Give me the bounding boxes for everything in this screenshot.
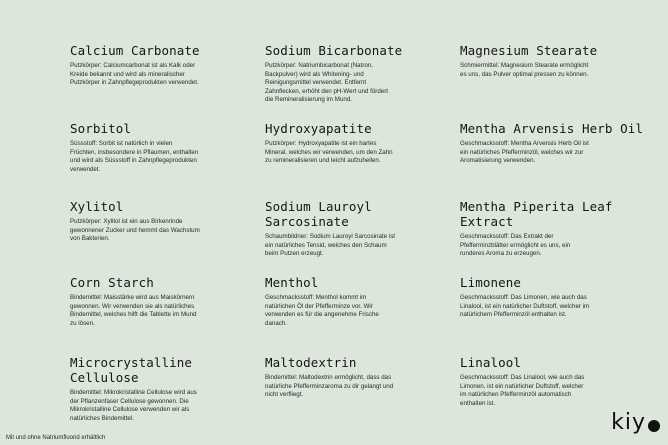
ingredient-name: Linalool [460,355,522,370]
logo-text: kiy [611,410,646,435]
logo-dot-icon [648,420,660,432]
ingredient-name: Sorbitol [70,121,132,136]
ingredient-item [265,199,460,275]
ingredient-item [265,275,460,355]
ingredient-item [70,43,265,121]
ingredient-item [460,43,660,121]
ingredient-name: Hydroxyapatite [265,121,372,136]
ingredient-description: Bindemittel: Maltodextrin ermöglicht, dass das natürliche Pfefferminzaroma zu dir gelangt und nicht verfliegt. [265,374,394,399]
ingredient-description: Geschmacksstoff: Mentha Arvensis Herb Oil ist ein natürliches Pfefferminzöl, welches wir zur Aromatisierung verwenden. [460,140,589,165]
ingredient-item [70,121,265,199]
ingredient-description: Geschmacksstoff: Das Limonen, wie auch das Linalool, ist ein natürlicher Duftstoff, welcher im natürlichem Pfefferminzöl enthalten ist. [460,294,590,319]
ingredient-item [70,355,265,435]
ingredient-description: Schaumbildner: Sodium Lauroyl Sarcosinate ist ein natürliches Tensid, welches den Schaum beim Putzen erzeugt. [265,233,396,258]
ingredient-name: Xylitol [70,199,124,214]
ingredient-name: Mentha Piperita Leaf Extract [460,199,613,229]
ingredient-description: Süssstoff: Sorbit ist natürlich in vielen Früchten, insbesondere in Pflaumen, enthalten und wird als Süssstoff in Zahnpflegeprodukten verwendet. [70,140,199,173]
ingredient-description: Schmiermittel: Magnesium Stearate ermöglicht es uns, das Pulver optimal pressen zu können. [460,62,589,78]
ingredient-description: Bindemittel: Mikrokristalline Cellulose wird aus der Pflanzenfaser Cellulose gewonnen. Die Mikrokristalline Cellulose verwenden wir als natürliches Bindemittel. [70,389,197,422]
ingredient-name: Magnesium Stearate [460,43,598,58]
ingredient-item [460,121,660,199]
ingredient-name: Sodium Lauroyl Sarcosinate [265,199,372,229]
ingredient-item [265,355,460,435]
ingredient-name: Microcrystalline Cellulose [70,355,193,385]
ingredient-description: Putzkörper: Hydroxyapatite ist ein hartes Mineral, welches wir verwenden, um den Zahn zu remineralisieren und leicht aufzuhellen. [265,140,393,165]
ingredient-description: Putzkörper: Calciumcarbonat ist als Kalk oder Kreide bekannt und wird als mineralischer Putzkörper in Zahnpflegeprodukten verwendet. [70,62,199,87]
ingredient-item [70,199,265,275]
brand-logo [611,410,660,435]
ingredient-name: Menthol [265,275,319,290]
ingredient-name: Sodium Bicarbonate [265,43,403,58]
ingredient-item [460,275,660,355]
ingredient-description: Geschmacksstoff: Menthol kommt im natürlichen Öl der Pfefferminze vor. Wir verwenden es für die angenehme Frische danach. [265,294,379,327]
ingredient-description: Geschmacksstoff: Das Extrakt der Pfefferminzblätter ermöglicht es uns, ein runderes Aroma zu erzeugen. [460,233,571,258]
ingredient-item [265,43,460,121]
ingredient-name: Calcium Carbonate [70,43,200,58]
ingredient-grid [70,43,668,435]
footer-note: Mit und ohne Natriumfluorid erhältlich [6,435,106,441]
ingredient-item [460,199,660,275]
ingredient-item [265,121,460,199]
ingredient-name: Corn Starch [70,275,154,290]
ingredient-description: Geschmacksstoff: Das Linalool, wie auch das Limonen, ist ein natürlicher Duftstoff, welcher im natürlichen Pfefferminzöl automatisch enthalten ist. [460,374,585,407]
ingredient-description: Bindemittel: Maisstärke wird aus Maiskörnern gewonnen. Wir verwenden sie als natürliches Bindemittel, welches hilft die Tablette im Mund zu lösen. [70,294,197,327]
ingredient-description: Putzkörper: Natriumbicarbonat (Natron, Backpulver) wird als Whitening- und Reinigungsmittel verwendet. Entfernt Zahnflecken, erhöht den pH-Wert und fördert die Remineralisierung im Mund. [265,62,389,104]
ingredient-name: Maltodextrin [265,355,357,370]
ingredient-description: Putzkörper: Xylitol ist ein aus Birkenrinde gewonnener Zucker und hemmt das Wachstum von Bakterien. [70,218,200,243]
ingredient-item [70,275,265,355]
ingredient-name: Limonene [460,275,522,290]
ingredient-name: Mentha Arvensis Herb Oil [460,121,644,136]
